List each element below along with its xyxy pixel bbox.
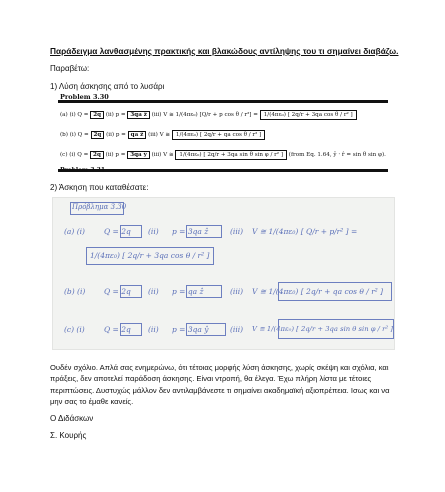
- hw-row-c-charge-box: [120, 323, 142, 336]
- row-a-label: (a) (i) Q =: [60, 112, 89, 118]
- row-b-dipole: qa ẑ: [128, 131, 147, 139]
- hw-row-b-potential: V ≅ 1/(4πε₀) [ 2q/r + qa cos θ / r² ]: [252, 287, 384, 296]
- hw-row-a-ii: (ii): [148, 227, 159, 236]
- row-b-potential: 1/(4πε₀) [ 2q/r + qa cos θ / r² ]: [172, 130, 265, 140]
- bottom-rule: [58, 169, 388, 172]
- hw-row-b-ii: (ii): [148, 287, 159, 296]
- hw-row-a-dipole: p = 3qa ẑ: [172, 227, 209, 236]
- row-b-charge: 2q: [91, 131, 105, 139]
- hw-row-c-iii: (iii): [230, 325, 244, 334]
- row-c-ii: (ii) p =: [105, 152, 126, 158]
- row-c-label: (c) (i) Q =: [60, 152, 89, 158]
- hw-row-a-charge-box: [120, 225, 142, 238]
- hw-row-a-potential: V ≅ 1/(4πε₀) [ Q/r + p/r² ] =: [252, 227, 358, 236]
- row-c-potential: 1/(4πε₀) [ 2q/r + 3qa sin θ sin φ / r² ]: [175, 150, 287, 160]
- row-c-charge: 2q: [90, 151, 104, 159]
- hw-row-b-dipole-box: [186, 285, 222, 298]
- comment-paragraph: Ουδέν σχόλιο. Απλά σας ενημερώνω, ότι τέτοιας μορφής λύση άσκησης, χωρίς σκέψη και σχόλια, και πράξεις, δεν αποτελεί παράδοση άσκησης. Είναι ντροπή, θα έλεγα. Έχω πλήρη λίστα με τέτοιες περιπτώσεις. Δυστυχώς μάλλον δεν αντιλαμβάνεστε τι σημαίνει ακαδημαϊκή αξιοπρέπεια. Ισως και να μην σας το έμαθε κανείς.: [50, 363, 390, 407]
- hw-row-b-iii: (iii): [230, 287, 244, 296]
- hw-row-c-dipole-box: [186, 323, 226, 336]
- signature-name: Σ. Κουρής: [50, 431, 87, 440]
- solution-row-c: [60, 150, 386, 160]
- row-c-dipole: 3qa ŷ: [127, 151, 150, 159]
- solution-manual-excerpt: [58, 93, 388, 174]
- hw-row-a2-potential: 1/(4πε₀) [ 2q/r + 3qa cos θ / r² ]: [90, 251, 210, 260]
- hw-row-a-charge: Q = 2q: [104, 227, 131, 236]
- row-a-potential: 1/(4πε₀) [ 2q/r + 3qa cos θ / r² ]: [260, 110, 357, 120]
- hw-row-c-charge: Q = 2q: [104, 325, 131, 334]
- solution-row-a: [60, 110, 357, 120]
- hw-row-a-label: (a) (i): [64, 227, 85, 236]
- row-a-ii: (ii) p =: [105, 112, 126, 118]
- section-solutions-heading: 1) Λύση άσκησης από το λυσάρι: [50, 82, 165, 91]
- row-c-iii: (iii) V ≅: [151, 152, 174, 158]
- hw-row-b-label: (b) (i): [64, 287, 86, 296]
- hw-row-a-iii: (iii): [230, 227, 244, 236]
- header-box: [70, 202, 127, 215]
- hw-row-a-dipole-box: [186, 225, 222, 238]
- row-a-pre: 1/(4πε₀) [Q/r + p cos θ / r²] =: [175, 112, 258, 118]
- row-b-iii: (iii) V ≅: [148, 132, 171, 138]
- hw-row-c-label: (c) (i): [64, 325, 85, 334]
- next-problem-header: Problem 3.31: [60, 167, 106, 174]
- hw-row-c-dipole: p = 3qa ŷ: [172, 325, 209, 334]
- hw-row-b-charge-box: [120, 285, 142, 298]
- hw-row-c-potential-box: [278, 319, 394, 339]
- hw-row-b-charge: Q = 2q: [104, 287, 131, 296]
- problem-header: Problem 3.30: [60, 93, 109, 101]
- hw-row-b-potential-box: [278, 282, 392, 301]
- row-a-charge: 2q: [90, 111, 104, 119]
- row-b-ii: (ii) p =: [106, 132, 126, 138]
- solution-row-b: [60, 130, 265, 140]
- row-c-note: (from Eq. 1.64, ŷ · r̂ = sin θ sin φ).: [288, 152, 386, 158]
- handwritten-submission-scan: [52, 197, 395, 350]
- document-title: Παράδειγμα λανθασμένης πρακτικής και βλακώδους αντίληψης του τι σημαίνει διαβάζω.: [50, 46, 399, 56]
- hw-row-c-ii: (ii): [148, 325, 159, 334]
- row-a-dipole: 3qa ẑ: [127, 111, 150, 119]
- row-b-label: (b) (i) Q =: [60, 132, 89, 138]
- closing-role: Ο Διδάσκων: [50, 414, 94, 423]
- handwritten-header: Πρόβλημα 3.30: [72, 203, 127, 211]
- hw-row-b-dipole: p = qa ẑ: [172, 287, 204, 296]
- section-submitted-heading: 2) Άσκηση που καταθέσατε:: [50, 183, 149, 192]
- intro-text: Παραβέτω:: [50, 64, 90, 73]
- row-a-iii: (iii) V ≅: [151, 112, 174, 118]
- hw-row-c-potential: V ≅ 1/(4πε₀) [ 2q/r + 3qa sin θ sin φ / r² ]: [252, 325, 393, 333]
- hw-row-a2-box: [86, 247, 214, 265]
